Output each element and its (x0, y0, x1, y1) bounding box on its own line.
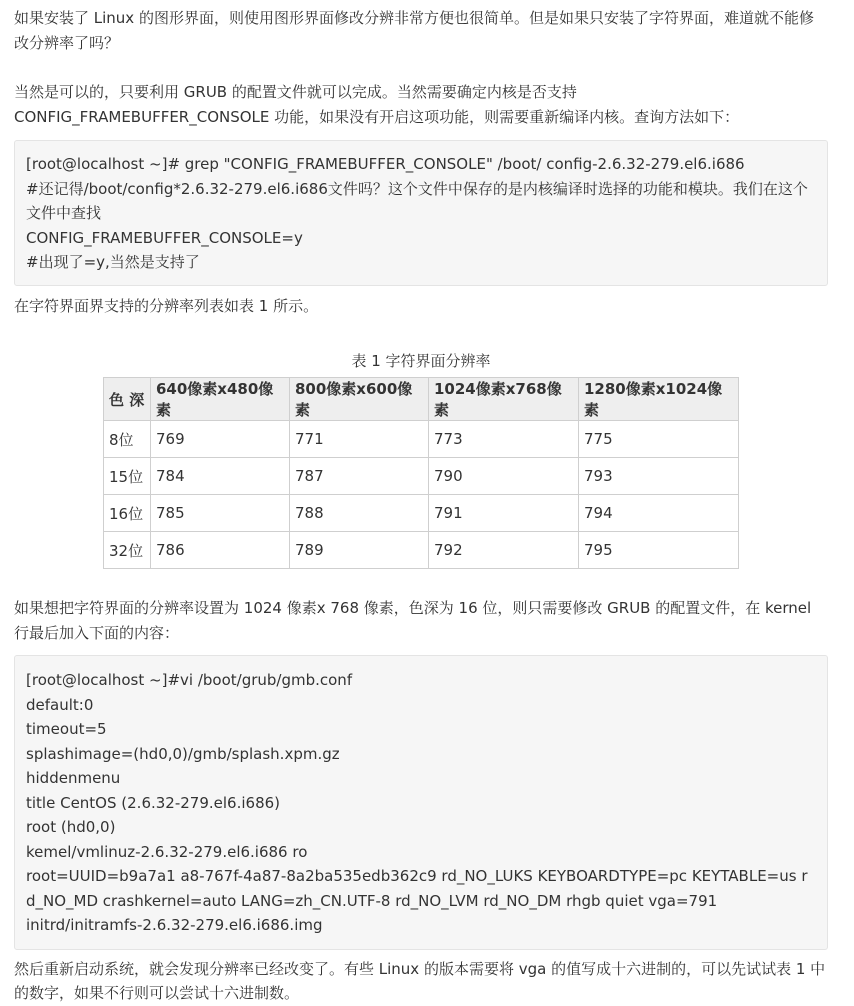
article-content (14, 6, 828, 1006)
table-cell: 15位 (104, 458, 151, 495)
table-row (104, 421, 739, 458)
grub-intro-paragraph: 当然是可以的，只要利用 GRUB 的配置文件就可以完成。当然需要确定内核是否支持 CONFIG_FRAMEBUFFER_CONSOLE 功能，如果没有开启这项功能，则需要重新编译内核。查询方法如下： (14, 83, 740, 126)
table-cell: 791 (429, 495, 579, 532)
table-cell: 793 (579, 458, 739, 495)
table-cell: 784 (151, 458, 290, 495)
outro-paragraph: 然后重新启动系统，就会发现分辨率已经改变了。有些 Linux 的版本需要将 vga 的值写成十六进制的，可以先试试表 1 中的数字，如果不行则可以尝试十六进制数。 (14, 959, 826, 1002)
code-block-grub-conf (14, 655, 828, 950)
code-line: #还记得/boot/config*2.6.32-279.el6.i686文件吗？这个文件中保存的是内核编译时选择的功能和模块。我们在这个文件中查找 (26, 179, 808, 222)
code-line: timeout=5 (26, 720, 107, 738)
code-line: hiddenmenu (26, 769, 121, 787)
header-color-depth: 色 深 (104, 378, 151, 421)
table-cell: 795 (579, 532, 739, 569)
header-1024x768: 1024像素x768像素 (429, 378, 579, 421)
table-cell: 771 (290, 421, 429, 458)
table-caption: 表 1 字符界面分辨率 (351, 352, 491, 370)
table-cell: 785 (151, 495, 290, 532)
table-cell: 773 (429, 421, 579, 458)
code-line: default:0 (26, 695, 94, 714)
code-line: title CentOS (2.6.32-279.el6.i686) (26, 793, 281, 812)
code-line: [root@localhost ~]#vi /boot/grub/gmb.conf (26, 671, 353, 689)
table-header-row (104, 378, 739, 421)
table-cell: 775 (579, 421, 739, 458)
table-row (104, 458, 739, 495)
table-cell: 786 (151, 532, 290, 569)
code-line: CONFIG_FRAMEBUFFER_CONSOLE=y (26, 228, 303, 247)
table-cell: 788 (290, 495, 429, 532)
table-cell: 16位 (104, 495, 151, 532)
table-cell: 792 (429, 532, 579, 569)
code-line: initrd/initramfs-2.6.32-279.el6.i686.img (26, 916, 323, 934)
table-cell: 8位 (104, 421, 151, 458)
table-intro-paragraph: 在字符界面界支持的分辨率列表如表 1 所示。 (14, 296, 319, 315)
table-cell: 769 (151, 421, 290, 458)
header-800x600: 800像素x600像素 (290, 378, 429, 421)
code-block-grep (14, 140, 828, 286)
resolution-table (103, 377, 739, 569)
table-row (104, 532, 739, 569)
code-line: [root@localhost ~]# grep "CONFIG_FRAMEBUFFER_CONSOLE" /boot/ config-2.6.32-279.el6.i686 (26, 155, 745, 173)
code-line: kemel/vmlinuz-2.6.32-279.el6.i686 ro (26, 842, 308, 861)
table-row (104, 495, 739, 532)
table-cell: 32位 (104, 532, 151, 569)
table-cell: 794 (579, 495, 739, 532)
table-cell: 787 (290, 458, 429, 495)
code-line: splashimage=(hd0,0)/gmb/splash.xpm.gz (26, 744, 340, 763)
config-intro-paragraph: 如果想把字符界面的分辨率设置为 1024 像素x 768 像素，色深为 16 位，则只需要修改 GRUB 的配置文件，在 kernel 行最后加入下面的内容： (14, 599, 812, 642)
intro-paragraph: 如果安装了 Linux 的图形界面，则使用图形界面修改分辨非常方便也很简单。但是如果只安装了字符界面，难道就不能修改分辨率了吗？ (14, 9, 814, 52)
code-line: #出现了=y,当然是支持了 (26, 253, 200, 271)
code-line: root (hd0,0) (26, 818, 116, 836)
header-1280x1024: 1280像素x1024像素 (579, 378, 739, 421)
code-line: root=UUID=b9a7a1 a8-767f-4a87-8a2ba535edb362c9 rd_NO_LUKS KEYBOARDTYPE=pc KEYTABLE=us rd_NO_MD crashkernel=auto LANG=zh_CN.UTF-8 rd_NO_LVM rd_NO_DM rhgb quiet vga=791 (26, 867, 808, 910)
table-cell: 790 (429, 458, 579, 495)
table-cell: 789 (290, 532, 429, 569)
header-640x480: 640像素x480像素 (151, 378, 290, 421)
